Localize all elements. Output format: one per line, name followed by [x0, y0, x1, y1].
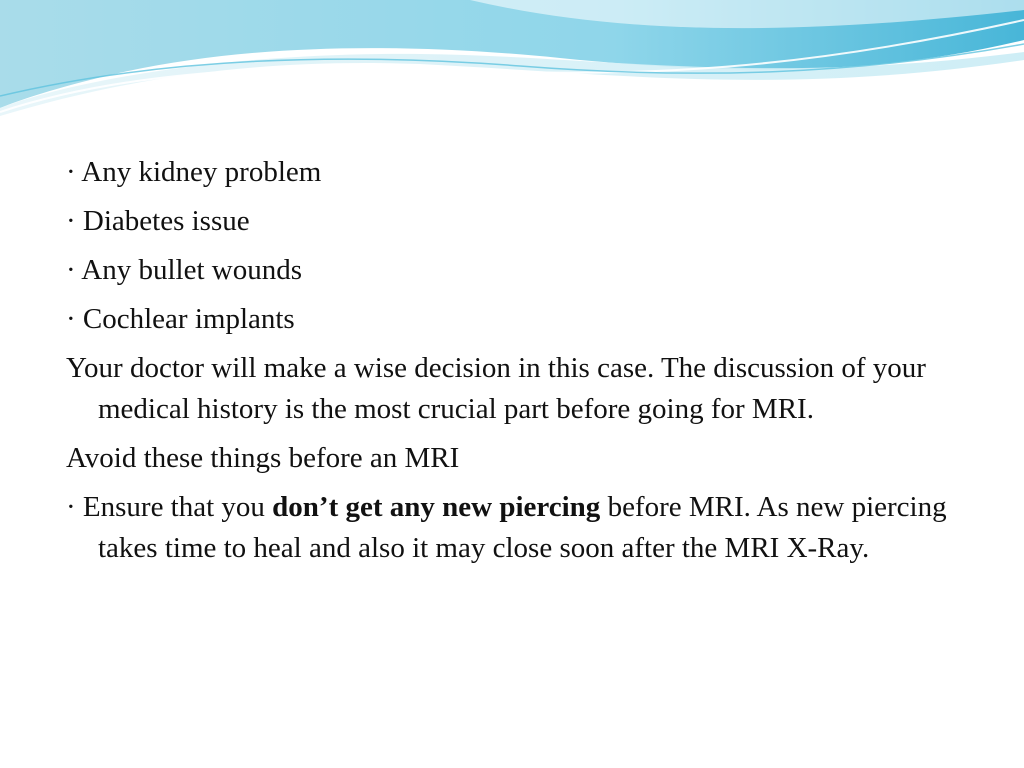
- piercing-paragraph: [66, 487, 966, 569]
- avoid-heading: Avoid these things before an MRI: [66, 442, 460, 474]
- piercing-text-after: before MRI. As new piercing takes time to heal and also it may close soon after the MRI X-Ray.: [98, 491, 947, 564]
- slide-body: [66, 152, 966, 577]
- bullet-cochlear: · Cochlear implants: [66, 303, 295, 335]
- bullet-bullet-wounds: · Any bullet wounds: [66, 254, 303, 286]
- piercing-text-before: · Ensure that you: [66, 491, 273, 523]
- header-wave-decoration: [0, 0, 1024, 130]
- bullet-kidney: · Any kidney problem: [66, 156, 322, 188]
- piercing-bold-text: don’t get any new piercing: [272, 491, 601, 523]
- doctor-decision-paragraph: Your doctor will make a wise decision in this case. The discussion of your medical history is the most crucial part before going for MRI.: [66, 352, 926, 425]
- bullet-diabetes: · Diabetes issue: [66, 205, 250, 237]
